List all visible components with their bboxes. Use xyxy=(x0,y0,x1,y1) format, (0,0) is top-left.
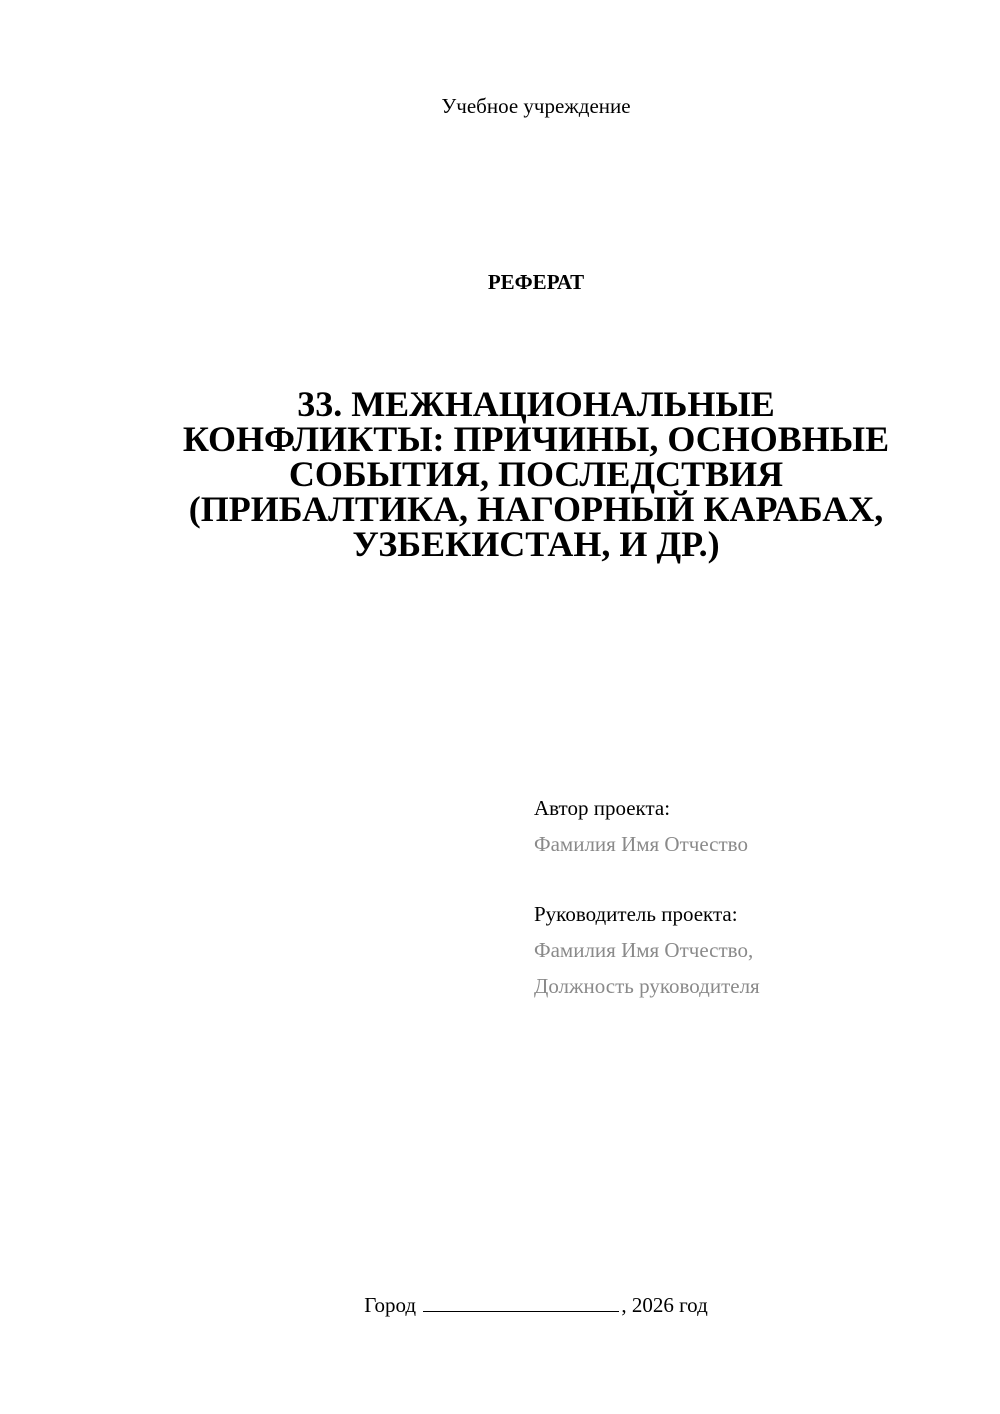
document-title xyxy=(100,384,972,564)
author-label: Автор проекта: xyxy=(534,796,671,820)
document-type: РЕФЕРАТ xyxy=(487,270,585,294)
city-label: Город xyxy=(364,1293,417,1317)
supervisor-name: Фамилия Имя Отчество, xyxy=(534,938,754,962)
info-spacer xyxy=(534,862,974,896)
supervisor-label: Руководитель проекта: xyxy=(534,902,738,926)
city-year-line xyxy=(0,1291,1000,1319)
title-line: СОБЫТИЯ, ПОСЛЕДСТВИЯ xyxy=(288,454,784,494)
title-line: КОНФЛИКТЫ: ПРИЧИНЫ, ОСНОВНЫЕ xyxy=(182,419,890,459)
title-line: 33. МЕЖНАЦИОНАЛЬНЫЕ xyxy=(297,384,775,424)
supervisor-position: Должность руководителя xyxy=(534,974,760,998)
year-text: , 2026 год xyxy=(621,1293,708,1317)
project-info xyxy=(534,790,974,1004)
title-line: УЗБЕКИСТАН, И ДР.) xyxy=(352,524,720,564)
city-blank-line xyxy=(423,1291,619,1312)
institution-name: Учебное учреждение xyxy=(441,94,631,118)
author-name: Фамилия Имя Отчество xyxy=(534,832,748,856)
title-line: (ПРИБАЛТИКА, НАГОРНЫЙ КАРАБАХ, xyxy=(188,489,884,529)
